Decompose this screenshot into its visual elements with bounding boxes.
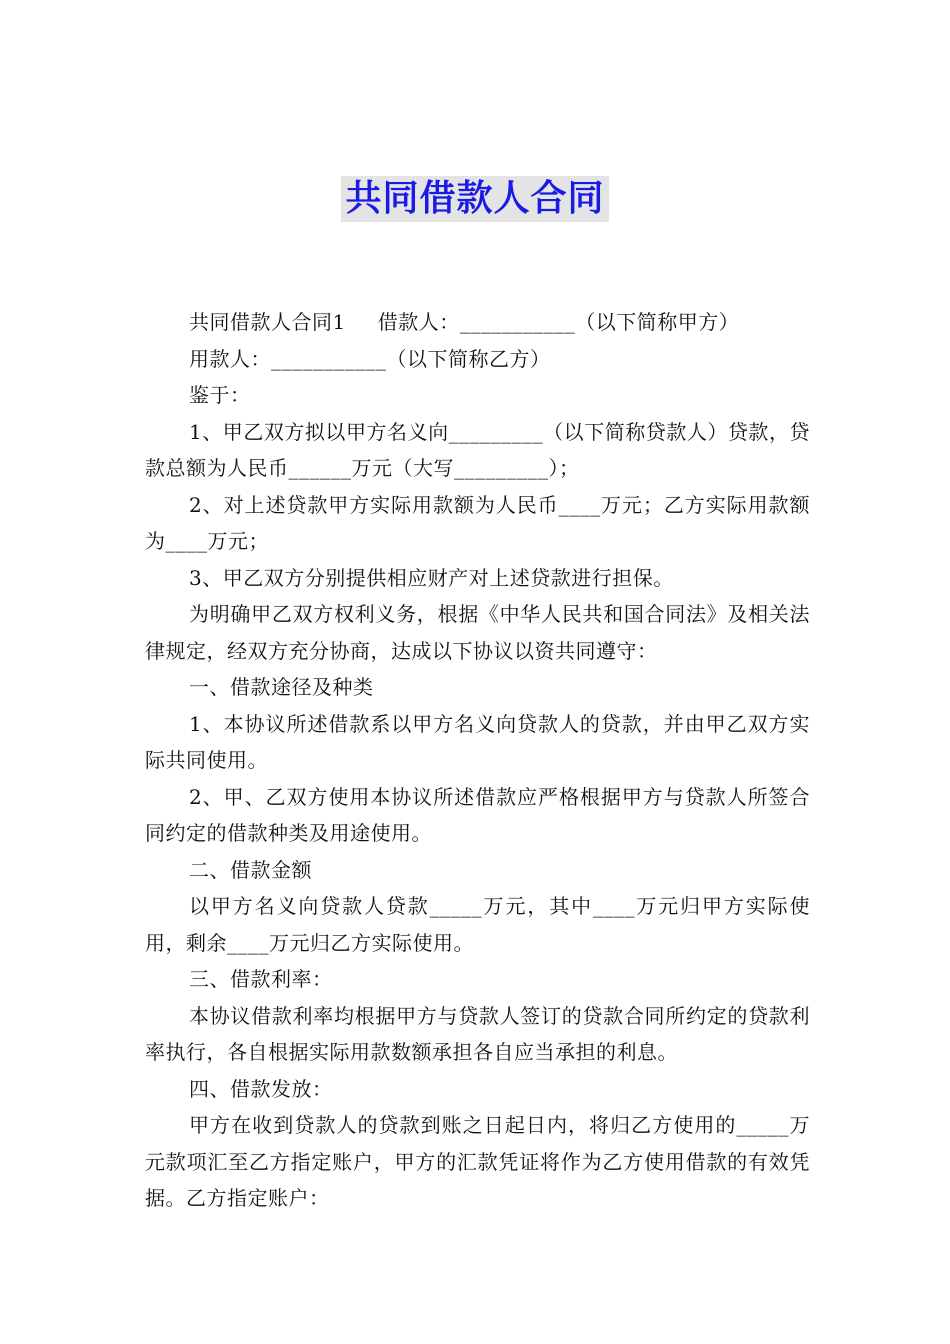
borrower-line: 借款人：___________（以下简称甲方） [377,310,740,334]
whereas-item-3: 3、甲乙双方分别提供相应财产对上述贷款进行担保。 [189,565,674,590]
document-body [145,304,810,1217]
whereas-item-1: 1、甲乙双方拟以甲方名义向_________（以下简称贷款人）贷款，贷款总额为人民币______万元（大写_________）； [145,419,810,480]
whereas-heading: 鉴于： [189,383,251,407]
section-heading-4: 四、借款发放： [189,1076,333,1101]
section-1-clause-1: 1、本协议所述借款系以甲方名义向贷款人的贷款，并由甲乙双方实际共同使用。 [145,711,810,772]
section-1-clause-2: 2、甲、乙双方使用本协议所述借款应严格根据甲方与贷款人所签合同约定的借款种类及用途使用。 [145,784,810,845]
section-2-clause: 以甲方名义向贷款人贷款_____万元，其中____万元归甲方实际使用，剩余____万元归乙方实际使用。 [145,894,810,955]
section-heading-1: 一、借款途径及种类 [189,675,374,699]
title-container [0,176,950,222]
user-line: 用款人：___________（以下简称乙方） [189,346,551,371]
document-title: 共同借款人合同 [341,176,608,222]
section-3-clause: 本协议借款利率均根据甲方与贷款人签订的贷款合同所约定的贷款利率执行，各自根据实际用款数额承担各自应当承担的利息。 [145,1003,810,1064]
section-heading-2: 二、借款金额 [189,857,312,882]
section-4-clause: 甲方在收到贷款人的贷款到账之日起日内，将归乙方使用的_____万元款项汇至乙方指定账户，甲方的汇款凭证将作为乙方使用借款的有效凭据。乙方指定账户： [145,1113,810,1210]
contract-number: 共同借款人合同1 [189,310,346,334]
paragraph-heading-line [145,304,810,341]
preamble-paragraph: 为明确甲乙双方权利义务，根据《中华人民共和国合同法》及相关法律规定，经双方充分协商，达成以下协议以资共同遵守： [145,602,810,663]
section-heading-3: 三、借款利率： [189,967,333,991]
whereas-item-2: 2、对上述贷款甲方实际用款额为人民币____万元；乙方实际用款额为____万元； [145,492,810,553]
